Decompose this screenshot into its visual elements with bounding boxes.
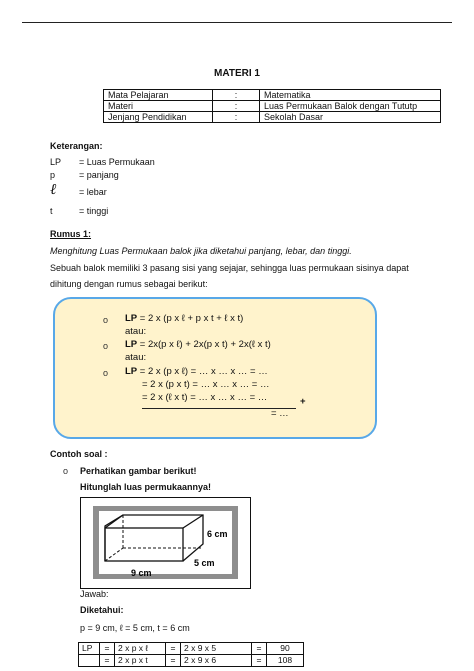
box-figure (93, 506, 238, 579)
info-label: Mata Pelajaran (104, 90, 213, 101)
contoh-item: Hitunglah luas permukaannya! (80, 482, 212, 492)
info-value: Luas Permukaan Balok dengan Tututp (260, 101, 441, 112)
rumus-line: Menghitung Luas Permukaan balok jika diketahui panjang, lebar, dan tinggi. (50, 246, 352, 256)
formula-line-3 (125, 366, 268, 377)
atau-label: atau: (125, 326, 147, 337)
calc-cell: 2 x 9 x 6 (181, 655, 252, 667)
table-row (104, 101, 441, 112)
calc-table (78, 642, 304, 667)
legend-desc: = tinggi (79, 206, 109, 216)
legend-symbol: t (50, 206, 53, 216)
given-values: p = 9 cm, ℓ = 5 cm, t = 6 cm (80, 623, 190, 633)
legend-symbol: p (50, 170, 56, 180)
lp-label: LP (125, 313, 138, 324)
calc-cell: LP (79, 643, 100, 655)
calc-cell: = (100, 643, 115, 655)
legend-desc: = lebar (79, 187, 107, 197)
bullet: o (103, 368, 109, 378)
cuboid-diagram (93, 506, 238, 579)
bullet: o (103, 341, 109, 351)
info-table (103, 89, 441, 123)
bullet: o (63, 466, 69, 476)
label-length: 9 cm (131, 568, 152, 578)
calc-cell: 108 (267, 655, 304, 667)
diketahui-label: Diketahui: (80, 605, 124, 615)
info-sep: : (213, 112, 260, 123)
page-title: MATERI 1 (214, 68, 260, 79)
keterangan-heading: Keterangan: (50, 141, 103, 151)
calc-cell: 2 x p x ℓ (115, 643, 166, 655)
atau-label: atau: (125, 352, 147, 363)
calc-cell: = (252, 643, 267, 655)
info-label: Materi (104, 101, 213, 112)
formula-text: = 2 x (ℓ x t) = … x … x … = … (142, 392, 268, 403)
calc-cell: 2 x p x t (115, 655, 166, 667)
top-rule (22, 22, 452, 23)
rumus-line: dihitung dengan rumus sebagai berikut: (50, 279, 208, 289)
calc-cell: = (166, 643, 181, 655)
formula-line-2 (125, 339, 271, 350)
formula-line-1 (125, 313, 243, 324)
table-row (104, 90, 441, 101)
contoh-item: Perhatikan gambar berikut! (80, 466, 197, 476)
calc-cell: = (252, 655, 267, 667)
formula-text: = 2 x (p x ℓ + p x t + ℓ x t) (137, 313, 244, 324)
lp-label: LP (125, 339, 138, 350)
plus-sign: + (300, 396, 306, 407)
calc-cell: 90 (267, 643, 304, 655)
calc-cell: = (100, 655, 115, 667)
contoh-heading: Contoh soal : (50, 449, 108, 459)
label-width: 5 cm (194, 558, 215, 568)
formula-text: = 2x(p x ℓ) + 2x(p x t) + 2x(ℓ x t) (137, 339, 271, 350)
info-value: Matematika (260, 90, 441, 101)
calc-cell: 2 x 9 x 5 (181, 643, 252, 655)
table-row (79, 643, 304, 655)
info-sep: : (213, 90, 260, 101)
jawab-label: Jawab: (80, 589, 109, 599)
lp-label: LP (125, 366, 138, 377)
formula-text: = 2 x (p x ℓ) = … x … x … = … (137, 366, 268, 377)
info-value: Sekolah Dasar (260, 112, 441, 123)
table-row (104, 112, 441, 123)
rumus-line: Sebuah balok memiliki 3 pasang sisi yang sejajar, sehingga luas permukaan sisinya dapat (50, 263, 409, 273)
legend-symbol: ℓ (50, 180, 57, 198)
info-sep: : (213, 101, 260, 112)
formula-text: = 2 x (p x t) = … x … x … = … (142, 379, 270, 390)
label-height: 6 cm (207, 529, 228, 539)
table-row (79, 655, 304, 667)
calc-cell: = (166, 655, 181, 667)
legend-desc: = panjang (79, 170, 119, 180)
legend-symbol: LP (50, 157, 62, 167)
legend-desc: = Luas Permukaan (79, 157, 155, 167)
rumus-heading: Rumus 1: (50, 229, 92, 239)
bullet: o (103, 315, 109, 325)
formula-text: = … (271, 408, 289, 419)
calc-cell (79, 655, 100, 667)
info-label: Jenjang Pendidikan (104, 112, 213, 123)
